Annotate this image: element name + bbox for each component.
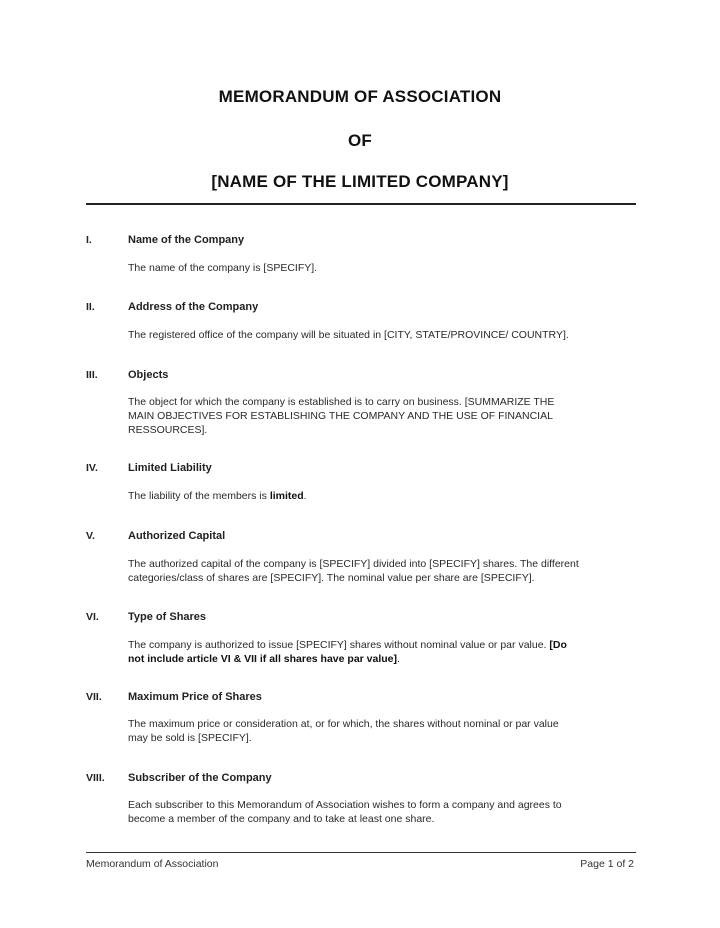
section-body-line: RESSOURCES]. xyxy=(128,424,208,436)
section-number: VII. xyxy=(86,691,102,703)
section-body-line: The object for which the company is established is to carry on business. [SUMMARIZE THE xyxy=(128,396,555,408)
section-number: III. xyxy=(86,369,98,381)
section-body-emphasis: limited xyxy=(269,490,304,502)
section-heading: Subscriber of the Company xyxy=(128,772,272,784)
section-body: The name of the company is [SPECIFY]. xyxy=(128,262,318,274)
section-body xyxy=(128,798,633,826)
section-body xyxy=(128,557,633,585)
section-body-line: MAIN OBJECTIVES FOR ESTABLISHING THE COMPANY AND THE USE OF FINANCIAL xyxy=(128,410,553,422)
title-divider xyxy=(86,203,636,205)
section-number: II. xyxy=(86,301,95,313)
section-body-emphasis: not include article VI & VII if all shares have par value] xyxy=(128,653,398,665)
section-body: The registered office of the company will be situated in [CITY, STATE/PROVINCE/ COUNTRY]. xyxy=(128,329,569,341)
section-body xyxy=(128,395,633,437)
section-number: VIII. xyxy=(86,772,105,784)
section-body xyxy=(128,638,633,666)
footer-divider xyxy=(86,852,636,853)
section-body-text: . xyxy=(303,490,307,502)
section-heading: Objects xyxy=(128,369,169,381)
section-heading: Maximum Price of Shares xyxy=(128,691,262,703)
section-heading: Type of Shares xyxy=(128,611,207,623)
section-number: IV. xyxy=(86,462,98,474)
footer-page-number: Page 1 of 2 xyxy=(580,858,634,870)
section-number: V. xyxy=(86,530,95,542)
section-body-line: may be sold is [SPECIFY]. xyxy=(128,732,252,744)
footer-document-name: Memorandum of Association xyxy=(86,858,219,870)
section-body-text: . xyxy=(397,653,400,665)
section-heading: Address of the Company xyxy=(128,301,259,313)
section-body-text: The company is authorized to issue [SPECIFY] shares without nominal value or par value. xyxy=(128,639,550,651)
section-body-text: The liability of the members is xyxy=(128,490,270,502)
section-body xyxy=(128,717,633,745)
section-heading: Name of the Company xyxy=(128,234,245,246)
document-title-of: OF xyxy=(347,131,372,150)
section-body xyxy=(128,489,633,503)
section-heading: Limited Liability xyxy=(128,462,212,474)
section-number: VI. xyxy=(86,611,99,623)
section-heading: Authorized Capital xyxy=(128,530,226,542)
section-body-line: Each subscriber to this Memorandum of Association wishes to form a company and agrees to xyxy=(128,799,562,811)
company-name-placeholder: [NAME OF THE LIMITED COMPANY] xyxy=(211,172,509,191)
section-number: I. xyxy=(86,234,92,246)
section-body-emphasis: [Do xyxy=(549,639,567,651)
section-body-line: The authorized capital of the company is [SPECIFY] divided into [SPECIFY] shares. The different xyxy=(128,558,579,570)
section-body-line: The maximum price or consideration at, or for which, the shares without nominal or par value xyxy=(128,718,559,730)
section-body-line: categories/class of shares are [SPECIFY]. The nominal value per share are [SPECIFY]. xyxy=(128,572,535,584)
section-body-line: become a member of the company and to take at least one share. xyxy=(128,813,435,825)
document-title: MEMORANDUM OF ASSOCIATION xyxy=(218,87,502,106)
